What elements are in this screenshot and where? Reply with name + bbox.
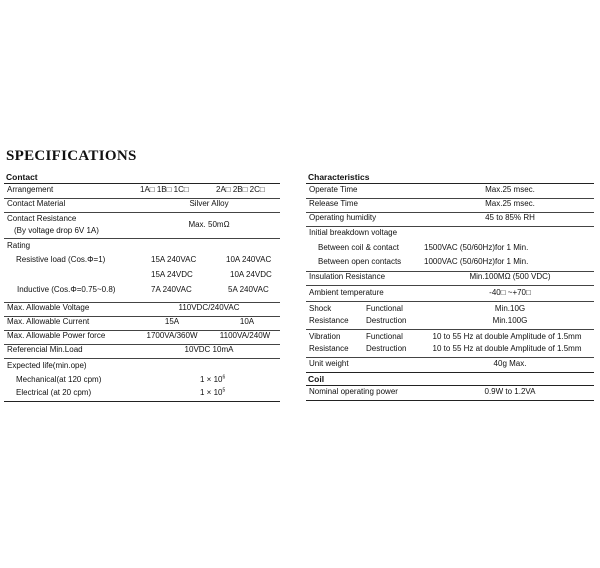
inductive-b: 5A 240VAC [228, 285, 269, 294]
ambient-value: -40□ ~+70□ [489, 288, 531, 297]
operate-label: Operate Time [309, 185, 358, 194]
current-row [4, 317, 280, 331]
current-value-2: 10A [239, 317, 255, 326]
weight-row [306, 358, 594, 373]
contact-header: Contact [4, 172, 280, 184]
shock-destruction-sub: Destruction [366, 316, 407, 325]
release-value: Max.25 msec. [485, 199, 535, 208]
characteristics-table [306, 172, 594, 401]
nominal-label: Nominal operating power [309, 387, 398, 396]
min-load-label: Referencial Min.Load [7, 345, 83, 354]
breakdown-row [306, 227, 594, 272]
life-row [4, 359, 280, 402]
min-load-value: 10VDC 10mA [184, 345, 234, 354]
vibration-label: Vibration [309, 332, 341, 341]
humidity-value: 45 to 85% RH [485, 213, 535, 222]
shock-destruction-value: Min.100G [492, 316, 528, 325]
insulation-label: Insulation Resistance [309, 272, 386, 281]
min-load-row [4, 345, 280, 359]
shock-functional-sub: Functional [366, 304, 403, 313]
arrangement-values-1: 1A□ 1B□ 1C□ [140, 185, 189, 194]
vibration-functional-row [306, 330, 594, 344]
page-title: SPECIFICATIONS [6, 148, 137, 164]
shock-functional-value: Min.10G [494, 304, 526, 313]
current-label: Max. Allowable Current [7, 317, 90, 326]
power-value-2: 1100VA/240W [219, 331, 271, 340]
nominal-row [306, 387, 594, 401]
open-contacts-label: Between open contacts [318, 257, 402, 266]
inductive-a: 7A 240VAC [151, 285, 192, 294]
vibration-destruction-sub: Destruction [366, 344, 407, 353]
resistance-row [4, 213, 280, 239]
coil-contact-value: 1500VAC (50/60Hz)for 1 Min. [424, 243, 529, 252]
shock-functional-row [306, 302, 594, 316]
mechanical-label: Mechanical(at 120 cpm) [16, 375, 102, 384]
power-label: Max. Allowable Power force [7, 331, 106, 340]
electrical-value: $1 \times 10^5$ [200, 387, 226, 397]
resistive-1a: 15A 240VAC [151, 255, 197, 264]
arrangement-row [4, 185, 280, 199]
operate-row [306, 185, 594, 199]
vibration-resistance-label: Resistance [309, 344, 349, 353]
current-value-1: 15A [164, 317, 180, 326]
arrangement-label: Arrangement [7, 185, 54, 194]
nominal-value: 0.9W to 1.2VA [484, 387, 536, 396]
inductive-label: Inductive (Cos.Φ=0.75~0.8) [17, 285, 116, 294]
release-row [306, 199, 594, 213]
contact-table [4, 172, 280, 402]
vibration-functional-value: 10 to 55 Hz at double Amplitude of 1.5mm [432, 332, 582, 341]
insulation-row [306, 272, 594, 286]
coil-header: Coil [306, 374, 594, 386]
rating-row [4, 239, 280, 303]
characteristics-header: Characteristics [306, 172, 594, 184]
ambient-label: Ambient temperature [309, 288, 384, 297]
ambient-row [306, 286, 594, 302]
resistive-2a: 15A 24VDC [151, 270, 193, 279]
resistive-1b: 10A 240VAC [226, 255, 272, 264]
resistive-label: Resistive load (Cos.Φ=1) [16, 255, 106, 264]
material-value: Silver Alloy [189, 199, 229, 208]
release-label: Release Time [309, 199, 358, 208]
material-label: Contact Material [7, 199, 66, 208]
weight-value: 40g Max. [493, 359, 527, 368]
resistance-value: Max. 50mΩ [188, 220, 230, 229]
power-value-1: 1700VA/360W [146, 331, 198, 340]
vibration-destruction-row [306, 344, 594, 358]
vibration-functional-sub: Functional [366, 332, 403, 341]
breakdown-label: Initial breakdown voltage [309, 228, 398, 237]
electrical-label: Electrical (at 20 cpm) [16, 388, 92, 397]
coil-contact-label: Between coil & contact [318, 243, 399, 252]
shock-resistance-label: Resistance [309, 316, 349, 325]
operate-value: Max.25 msec. [485, 185, 535, 194]
voltage-row [4, 303, 280, 317]
material-row [4, 199, 280, 213]
voltage-label: Max. Allowable Voltage [7, 303, 90, 312]
weight-label: Unit weight [309, 359, 349, 368]
rating-label: Rating [7, 241, 31, 250]
open-contacts-value: 1000VAC (50/60Hz)for 1 Min. [424, 257, 529, 266]
vibration-destruction-value: 10 to 55 Hz at double Amplitude of 1.5mm [432, 344, 582, 353]
shock-destruction-row [306, 316, 594, 330]
humidity-label: Operating humidity [309, 213, 377, 222]
voltage-value: 110VDC/240VAC [178, 303, 240, 312]
power-row [4, 331, 280, 345]
insulation-value: Min.100MΩ (500 VDC) [469, 272, 551, 281]
humidity-row [306, 213, 594, 227]
life-label: Expected life(min.ope) [7, 361, 87, 370]
arrangement-values-2: 2A□ 2B□ 2C□ [216, 185, 265, 194]
shock-label: Shock [309, 304, 332, 313]
resistance-label: Contact Resistance [7, 214, 77, 223]
resistance-sub: (By voltage drop 6V 1A) [14, 226, 99, 235]
resistive-2b: 10A 24VDC [230, 270, 272, 279]
mechanical-value: $1 \times 10^6$ [200, 374, 226, 384]
